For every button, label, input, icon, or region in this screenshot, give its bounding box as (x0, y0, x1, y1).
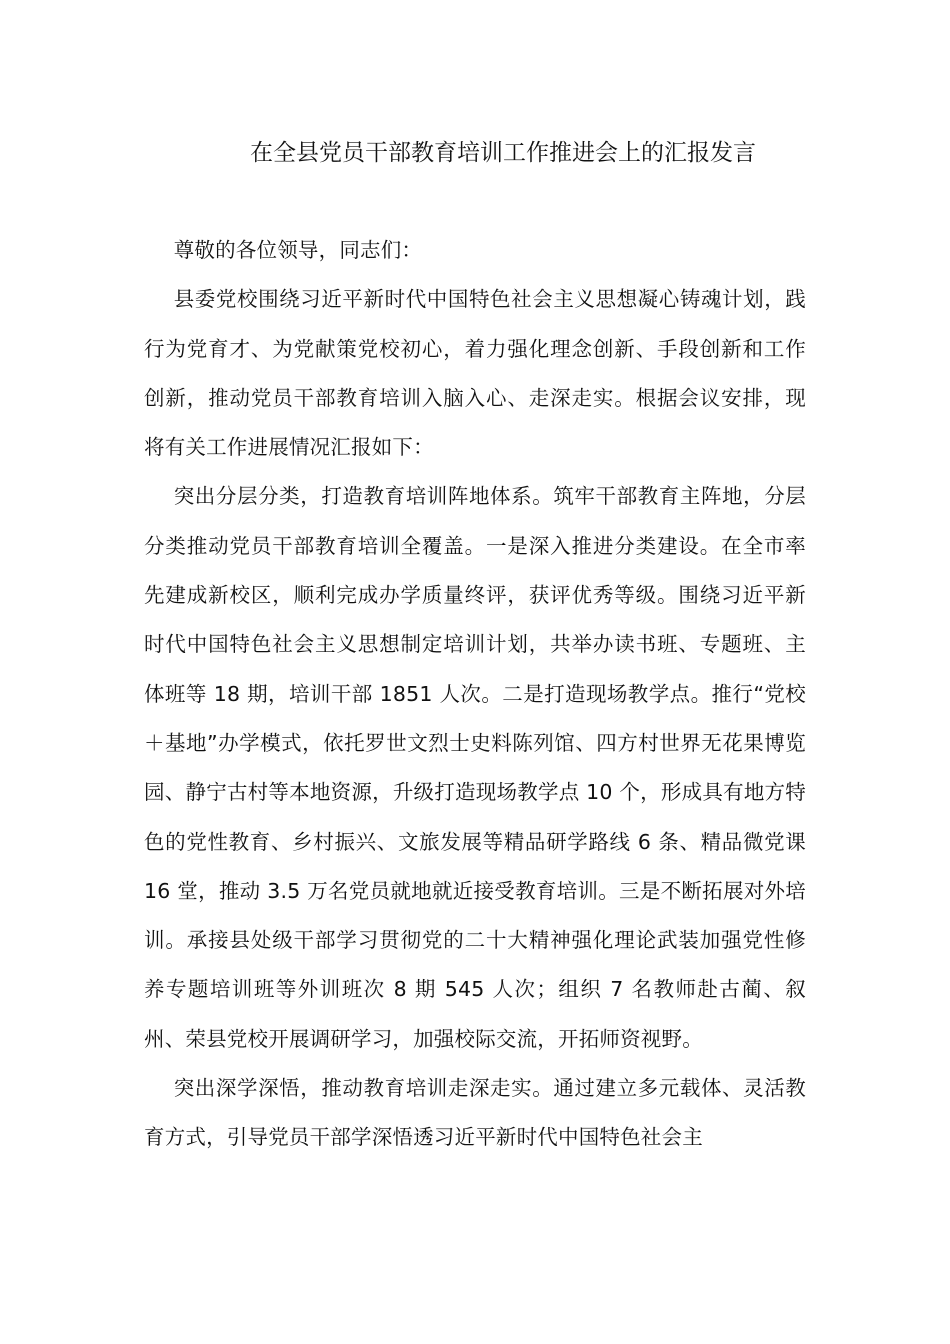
paragraph-section-2: 突出深学深悟，推动教育培训走深走实。通过建立多元载体、灵活教育方式，引导党员干部学深悟透习近平新时代中国特色社会主 (144, 1076, 806, 1150)
greeting-line: 尊敬的各位领导，同志们： (173, 238, 423, 262)
document-body (144, 226, 806, 1163)
paragraph-intro: 县委党校围绕习近平新时代中国特色社会主义思想凝心铸魂计划，践行为党育才、为党献策党校初心，着力强化理念创新、手段创新和工作创新，推动党员干部教育培训入脑入心、走深走实。根据会议安排，现将有关工作进展情况汇报如下： (144, 287, 806, 460)
paragraph-section-1: 突出分层分类，打造教育培训阵地体系。筑牢干部教育主阵地，分层分类推动党员干部教育培训全覆盖。一是深入推进分类建设。在全市率先建成新校区，顺利完成办学质量终评，获评优秀等级。围绕习近平新时代中国特色社会主义思想制定培训计划，共举办读书班、专题班、主体班等 18 期，培训干部 1851 人次。二是打造现场教学点。推行“党校＋基地”办学模式，依托罗世文烈士史料陈列馆、四方村世界无花果博览园、静宁古村等本地资源，升级打造现场教学点 10 个，形成具有地方特色的党性教育、乡村振兴、文旅发展等精品研学路线 6 条、精品微党课 16 堂，推动 3.5 万名党员就地就近接受教育培训。三是不断拓展对外培训。承接县处级干部学习贯彻党的二十大精神强化理论武装加强党性修养专题培训班等外训班次 8 期 545 人次；组织 7 名教师赴古蔺、叙州、荣县党校开展调研学习，加强校际交流，开拓师资视野。 (144, 484, 806, 1051)
document-title: 在全县党员干部教育培训工作推进会上的汇报发言 (250, 140, 756, 166)
